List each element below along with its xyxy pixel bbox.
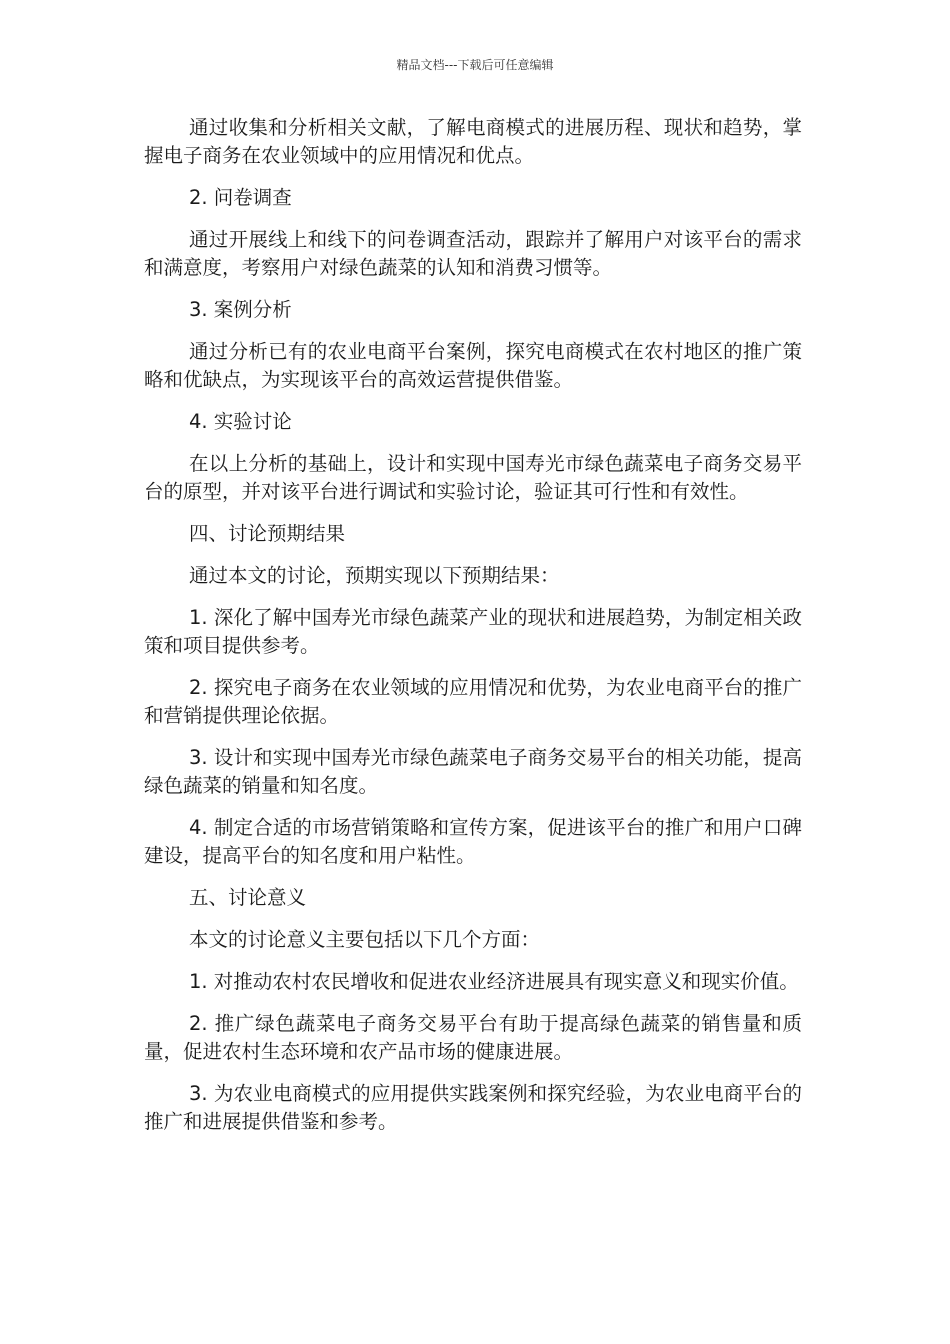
- list-item-expected-1: 1. 深化了解中国寿光市绿色蔬菜产业的现状和进展趋势，为制定相关政策和项目提供参考。: [144, 606, 802, 657]
- page-header: 精品文档---下载后可任意编辑: [396, 58, 554, 72]
- list-item-significance-1: 1. 对推动农村农民增收和促进农业经济进展具有现实意义和现实价值。: [189, 970, 799, 993]
- paragraph-significance-intro: 本文的讨论意义主要包括以下几个方面：: [189, 928, 541, 951]
- heading-experiment: 4. 实验讨论: [189, 410, 292, 433]
- paragraph-case-analysis: 通过分析已有的农业电商平台案例，探究电商模式在农村地区的推广策略和优缺点，为实现该平台的高效运营提供借鉴。: [144, 340, 802, 391]
- heading-expected-results: 四、讨论预期结果: [189, 522, 346, 545]
- paragraph-literature-method: 通过收集和分析相关文献，了解电商模式的进展历程、现状和趋势，掌握电子商务在农业领域中的应用情况和优点。: [144, 116, 802, 167]
- heading-case-analysis: 3. 案例分析: [189, 298, 292, 321]
- paragraph-questionnaire: 通过开展线上和线下的问卷调查活动，跟踪并了解用户对该平台的需求和满意度，考察用户对绿色蔬菜的认知和消费习惯等。: [144, 228, 802, 279]
- heading-questionnaire: 2. 问卷调查: [189, 186, 292, 209]
- list-item-significance-3: 3. 为农业电商模式的应用提供实践案例和探究经验，为农业电商平台的推广和进展提供借鉴和参考。: [144, 1082, 802, 1133]
- document-body: [144, 114, 802, 1150]
- list-item-expected-2: 2. 探究电子商务在农业领域的应用情况和优势，为农业电商平台的推广和营销提供理论依据。: [144, 676, 802, 727]
- list-item-expected-3: 3. 设计和实现中国寿光市绿色蔬菜电子商务交易平台的相关功能，提高绿色蔬菜的销量和知名度。: [144, 746, 802, 797]
- paragraph-expected-intro: 通过本文的讨论，预期实现以下预期结果：: [189, 564, 560, 587]
- paragraph-experiment: 在以上分析的基础上，设计和实现中国寿光市绿色蔬菜电子商务交易平台的原型，并对该平台进行调试和实验讨论，验证其可行性和有效性。: [144, 452, 802, 503]
- heading-significance: 五、讨论意义: [189, 886, 307, 909]
- list-item-expected-4: 4. 制定合适的市场营销策略和宣传方案，促进该平台的推广和用户口碑建设，提高平台的知名度和用户粘性。: [144, 816, 802, 867]
- list-item-significance-2: 2. 推广绿色蔬菜电子商务交易平台有助于提高绿色蔬菜的销售量和质量，促进农村生态环境和农产品市场的健康进展。: [144, 1012, 802, 1063]
